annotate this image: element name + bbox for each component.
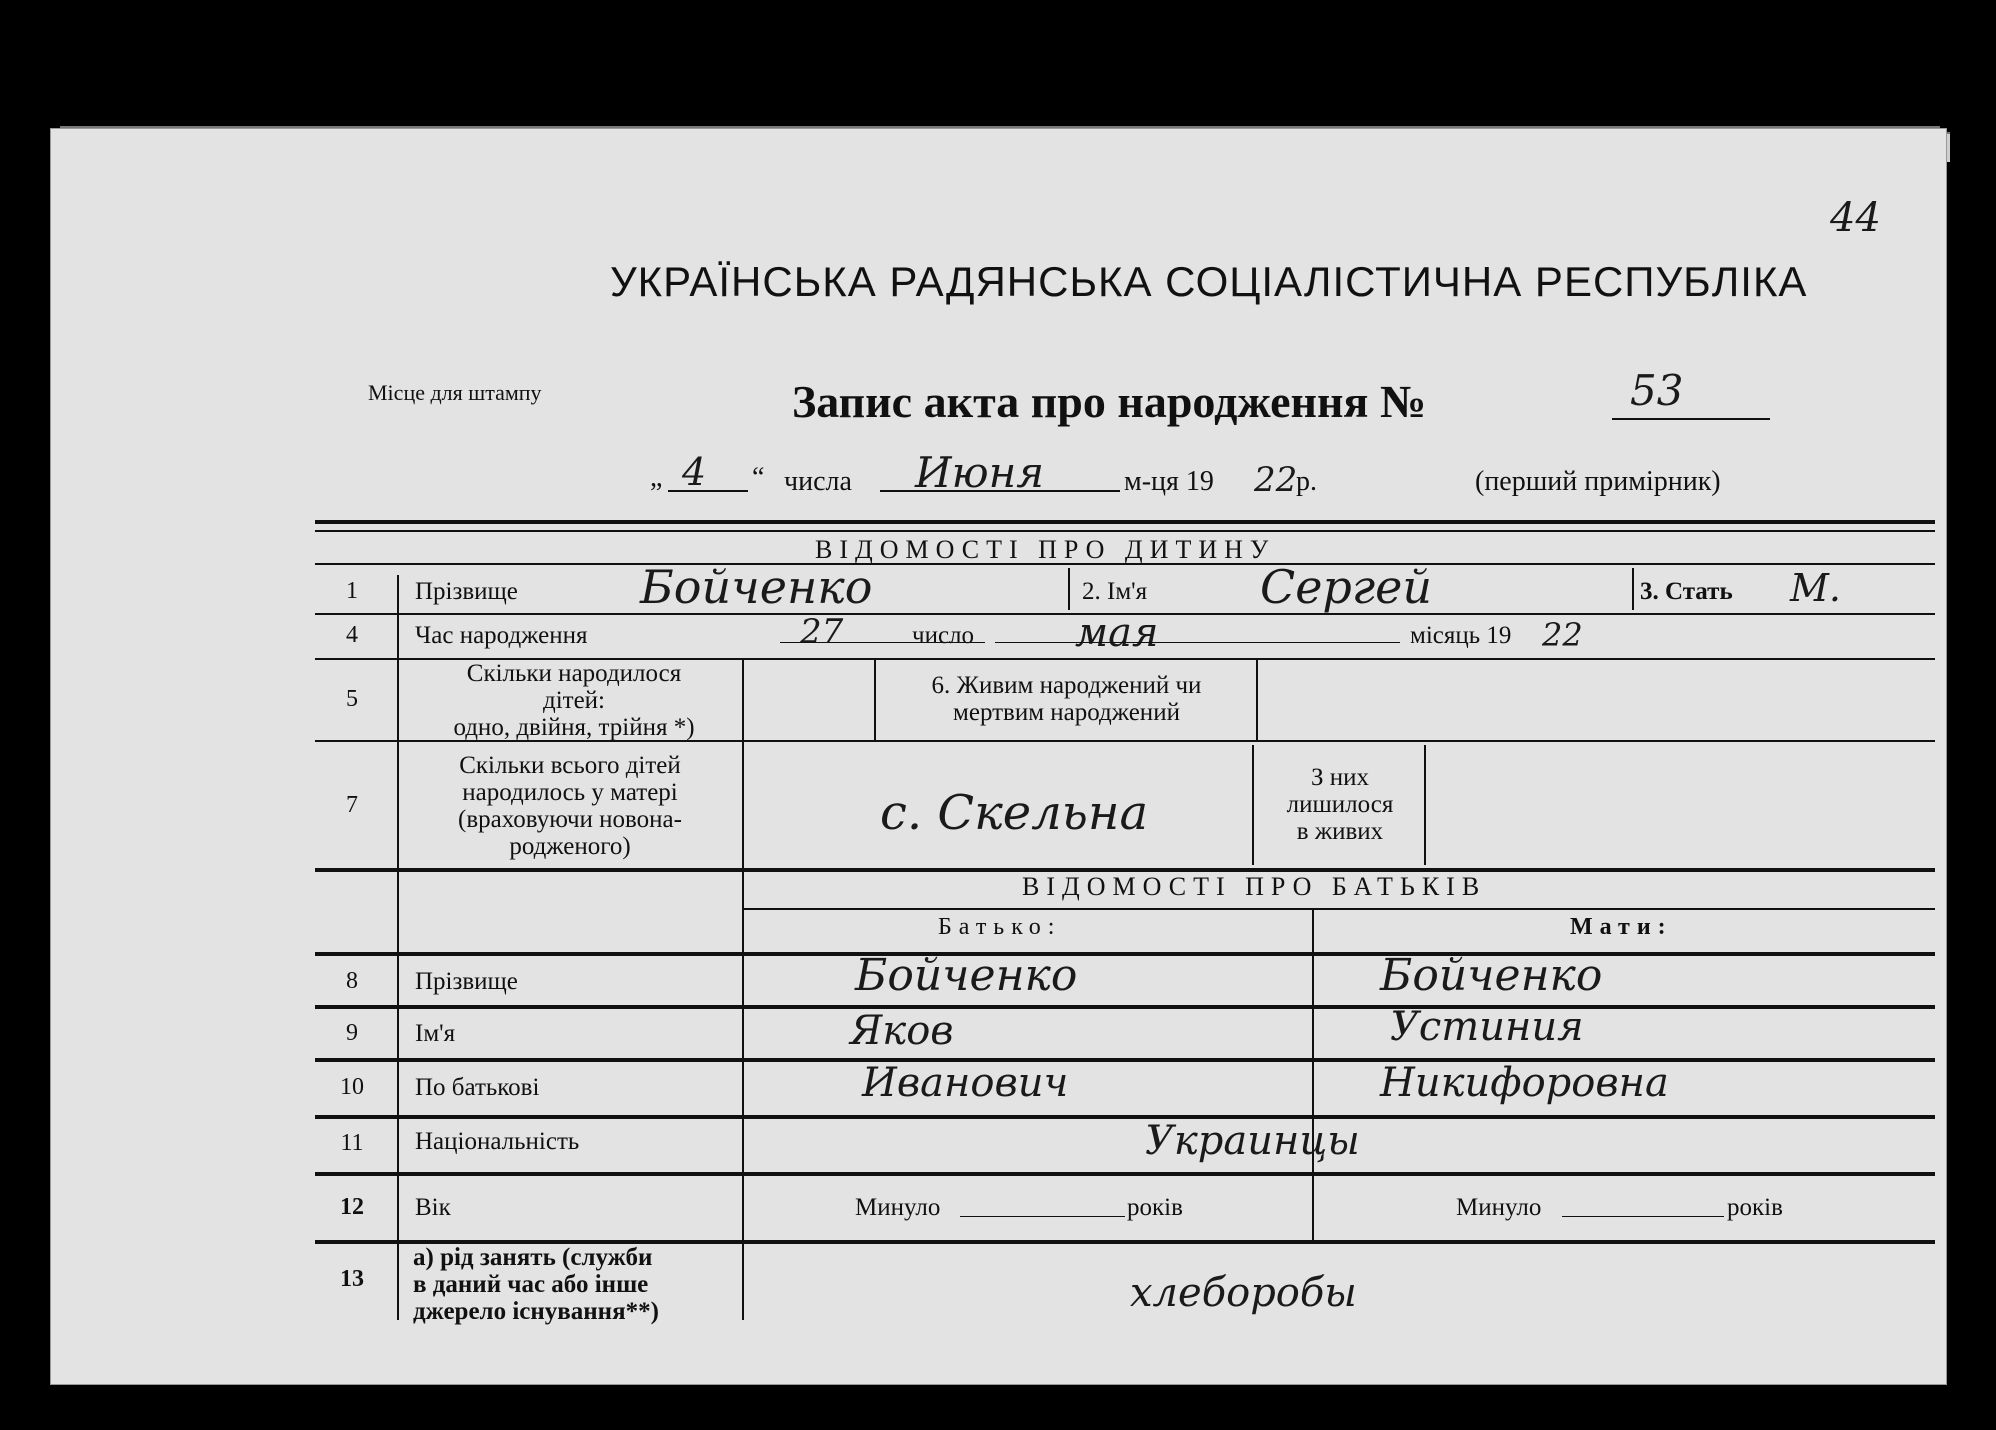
row8-num: 8 <box>346 968 358 994</box>
surviving-label-line-2: лишилося <box>1286 791 1394 818</box>
copy-note: (перший примірник) <box>1475 466 1721 497</box>
row6-label <box>884 672 1249 726</box>
col-label-divider <box>742 660 744 1320</box>
date-close-quote: “ <box>752 462 765 493</box>
row6-label-line-1: 6. Живим народжений чи <box>931 672 1202 699</box>
name-label: 2. Ім'я <box>1082 578 1148 605</box>
row7-label-line-1: Скільки всього дітей <box>459 752 681 779</box>
row4-num: 4 <box>346 622 358 648</box>
mother-age-line <box>1562 1216 1724 1217</box>
col-parents-divider <box>1312 908 1314 1240</box>
date-month-underline <box>880 490 1120 492</box>
col-row5-divider-b <box>1256 660 1258 740</box>
father-name: Яков <box>850 1008 954 1054</box>
surviving-label <box>1260 764 1420 845</box>
father-age-prefix: Минуло <box>855 1194 941 1221</box>
parents-section-title: ВІДОМОСТІ ПРО БАТЬКІВ <box>1022 872 1487 901</box>
row12-label: Вік <box>415 1194 451 1221</box>
col-row7-divider-b <box>1424 745 1426 865</box>
row13-num: 13 <box>340 1266 364 1292</box>
row11-num: 11 <box>340 1130 364 1156</box>
child-section-title: ВІДОМОСТІ ПРО ДИТИНУ <box>815 535 1276 564</box>
birth-month-label: місяць 19 <box>1410 622 1512 649</box>
mother-age-suffix: років <box>1727 1194 1783 1221</box>
rule-row10 <box>315 1115 1935 1119</box>
date-day-underline <box>668 490 748 492</box>
row5-label-line-2: дітей: <box>542 687 605 714</box>
row5-label <box>415 660 733 741</box>
child-name: Сергей <box>1260 560 1432 614</box>
row10-label: По батькові <box>415 1074 540 1101</box>
rule-parents-section <box>742 908 1935 910</box>
row9-label: Ім'я <box>415 1020 456 1047</box>
col-row1-divider-b <box>1632 568 1634 610</box>
rule-row11 <box>315 1172 1935 1176</box>
child-surname: Бойченко <box>640 560 873 614</box>
col-num-divider <box>397 575 399 1320</box>
row9-num: 9 <box>346 1020 358 1046</box>
row13-label-line-3: джерело існування**) <box>413 1298 659 1325</box>
date-year-suffix: р. <box>1296 466 1317 497</box>
mother-age-prefix: Минуло <box>1456 1194 1542 1221</box>
row13-label <box>413 1244 659 1325</box>
birth-day-label: число <box>912 622 975 649</box>
date-day: 4 <box>682 450 707 494</box>
rule-top-2 <box>315 530 1935 532</box>
date-day-label: числа <box>784 466 852 497</box>
stamp-placeholder: Місце для штампу <box>368 380 542 405</box>
row6-label-line-2: мертвим народжений <box>953 699 1180 726</box>
row1-label: Прізвище <box>415 578 518 605</box>
row7-label-line-4: родженого) <box>509 833 631 860</box>
father-age-line <box>960 1216 1125 1217</box>
birth-month-line <box>995 642 1400 643</box>
page-mark: 44 <box>1830 195 1881 241</box>
row5-label-line-3: одно, двійня, трійня *) <box>453 714 695 741</box>
father-surname: Бойченко <box>855 950 1078 1001</box>
row4-label: Час народження <box>415 622 588 649</box>
row7-label-line-3: (враховуючи новона- <box>458 806 682 833</box>
mother-surname: Бойченко <box>1380 950 1603 1001</box>
row1-num: 1 <box>346 578 358 604</box>
mother-name: Устиния <box>1390 1004 1584 1050</box>
child-sex: М. <box>1790 566 1841 610</box>
birth-year: 22 <box>1542 616 1583 654</box>
republic-heading: УКРАЇНСЬКА РАДЯНСЬКА СОЦІАЛІСТИЧНА РЕСПУБЛІКА <box>610 258 1808 305</box>
date-month: Июня <box>915 448 1045 497</box>
row10-num: 10 <box>340 1074 364 1100</box>
nationality-value: Украинцы <box>1145 1118 1360 1164</box>
mother-column-label: Мати: <box>1570 914 1673 940</box>
surviving-label-line-3: в живих <box>1296 818 1384 845</box>
row5-num: 5 <box>346 686 358 712</box>
occupation-value: хлеборобы <box>1130 1270 1357 1316</box>
date-open-quote: „ <box>650 462 663 493</box>
rule-row9 <box>315 1058 1935 1062</box>
record-number-underline <box>1612 418 1770 420</box>
row5-label-line-1: Скільки народилося <box>466 660 682 687</box>
page-title: Запис акта про народження № <box>792 376 1427 427</box>
father-column-label: Батько: <box>938 914 1062 940</box>
col-row5-divider-a <box>874 660 876 740</box>
row13-label-line-1: а) рід занять (служби <box>413 1244 653 1271</box>
col-row7-divider-a <box>1252 745 1254 865</box>
record-number: 53 <box>1630 366 1684 415</box>
row7-label <box>405 752 735 860</box>
birth-place: с. Скельна <box>880 785 1149 841</box>
rule-parents-header <box>315 952 1935 956</box>
date-month-label: м-ця 19 <box>1124 466 1214 497</box>
rule-top <box>315 520 1935 524</box>
col-row1-divider-a <box>1068 568 1070 610</box>
row12-num: 12 <box>340 1194 364 1220</box>
row7-label-line-2: народилось у матері <box>462 779 678 806</box>
rule-row8 <box>315 1005 1935 1009</box>
date-year: 22 <box>1254 460 1298 500</box>
row13-label-line-2: в даний час або інше <box>413 1271 649 1298</box>
sex-label: 3. Стать <box>1640 578 1733 605</box>
mother-patronymic: Никифоровна <box>1380 1060 1669 1106</box>
birth-month: мая <box>1075 610 1159 656</box>
row7-num: 7 <box>346 792 358 818</box>
father-age-suffix: років <box>1127 1194 1183 1221</box>
row11-label: Національність <box>415 1128 580 1155</box>
birth-day: 27 <box>800 612 844 652</box>
surviving-label-line-1: З них <box>1310 764 1370 791</box>
row8-label: Прізвище <box>415 968 518 995</box>
father-patronymic: Иванович <box>862 1060 1069 1106</box>
